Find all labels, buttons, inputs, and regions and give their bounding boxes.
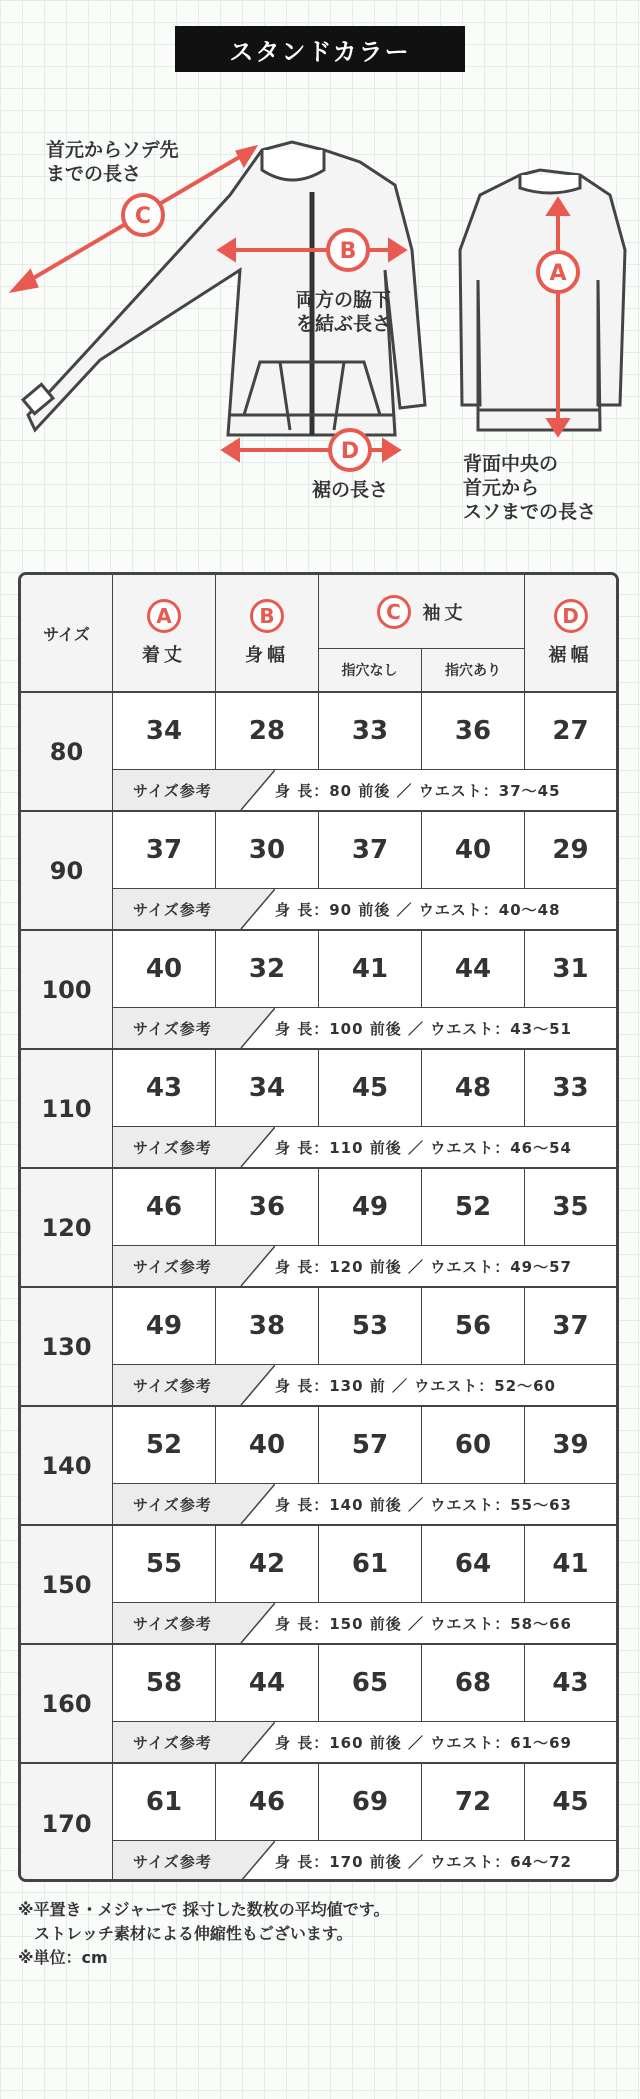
value-cell-d: 41: [525, 1526, 616, 1603]
size-reference-label: サイズ参考: [113, 1722, 241, 1762]
value-cell-c2: 36: [422, 693, 525, 770]
value-cell-b: 34: [216, 1050, 319, 1127]
table-row: [21, 1764, 616, 1882]
value-cell-d: 39: [525, 1407, 616, 1484]
size-reference-text: 身 長：160 前後 ／ ウエスト：61～69: [275, 1733, 572, 1752]
marker-b: B: [339, 239, 357, 264]
value-cell-b: 38: [216, 1288, 319, 1365]
size-reference-text: 身 長：150 前後 ／ ウエスト：58～66: [275, 1614, 572, 1633]
size-reference-label: サイズ参考: [113, 1246, 241, 1286]
value-cell-b: 46: [216, 1764, 319, 1841]
value-cell-b: 42: [216, 1526, 319, 1603]
header-c-label: 袖丈: [422, 602, 467, 624]
value-cell-d: 43: [525, 1645, 616, 1722]
size-reference: [113, 1365, 616, 1405]
page-title: スタンドカラー: [175, 26, 465, 72]
size-cell: 150: [21, 1526, 113, 1643]
value-cell-a: 34: [113, 693, 216, 770]
divider-slash: [231, 1841, 275, 1881]
label-b: 両方の脇下 を結ぶ長さ: [296, 289, 392, 335]
header-d: [525, 575, 616, 691]
value-cell-a: 58: [113, 1645, 216, 1722]
value-cell-c1: 37: [319, 812, 422, 889]
header-c-sub2: 指穴あり: [445, 663, 501, 679]
size-reference-text: 身 長：110 前後 ／ ウエスト：46～54: [275, 1138, 572, 1157]
size-reference: [113, 1484, 616, 1524]
value-cell-b: 30: [216, 812, 319, 889]
label-a: 背面中央の 首元から スソまでの長さ: [463, 453, 597, 523]
value-cell-b: 36: [216, 1169, 319, 1246]
value-cell-c1: 61: [319, 1526, 422, 1603]
value-cell-b: 40: [216, 1407, 319, 1484]
size-cell: 100: [21, 931, 113, 1048]
value-cell-d: 35: [525, 1169, 616, 1246]
header-d-marker: D: [554, 599, 588, 633]
size-cell: 120: [21, 1169, 113, 1286]
size-cell: 80: [21, 693, 113, 810]
divider-slash: [231, 1127, 275, 1167]
size-reference-label: サイズ参考: [113, 889, 241, 929]
value-cell-b: 28: [216, 693, 319, 770]
size-table: [18, 572, 619, 1882]
size-reference-label: サイズ参考: [113, 1127, 241, 1167]
value-cell-c2: 60: [422, 1407, 525, 1484]
size-reference-text: 身 長：100 前後 ／ ウエスト：43～51: [275, 1019, 572, 1038]
size-cell: 110: [21, 1050, 113, 1167]
value-cell-a: 46: [113, 1169, 216, 1246]
size-reference-text: 身 長：120 前後 ／ ウエスト：49～57: [275, 1257, 572, 1276]
header-a: [113, 575, 216, 691]
divider-slash: [231, 1246, 275, 1286]
note-line-2: ストレッチ素材による伸縮性もございます。: [18, 1924, 353, 1943]
value-cell-c1: 41: [319, 931, 422, 1008]
size-reference-label: サイズ参考: [113, 770, 241, 810]
table-row: [21, 693, 616, 812]
label-d: 裾の長さ: [312, 479, 389, 501]
garment-diagram: [0, 100, 640, 540]
divider-slash: [231, 1722, 275, 1762]
size-reference: [113, 1008, 616, 1048]
value-cell-c2: 64: [422, 1526, 525, 1603]
size-reference: [113, 1246, 616, 1286]
header-size-label: サイズ: [43, 624, 90, 644]
marker-a: A: [549, 261, 567, 286]
size-cell: 160: [21, 1645, 113, 1762]
value-cell-a: 40: [113, 931, 216, 1008]
divider-slash: [231, 889, 275, 929]
size-reference-text: 身 長：140 前後 ／ ウエスト：55～63: [275, 1495, 572, 1514]
size-reference: [113, 1722, 616, 1762]
value-cell-c1: 53: [319, 1288, 422, 1365]
value-cell-a: 49: [113, 1288, 216, 1365]
size-reference-label: サイズ参考: [113, 1484, 241, 1524]
value-cell-c1: 45: [319, 1050, 422, 1127]
header-size: [21, 575, 113, 691]
value-cell-c2: 40: [422, 812, 525, 889]
header-c-sub1: 指穴なし: [319, 649, 422, 691]
header-c: [319, 575, 525, 691]
value-cell-d: 33: [525, 1050, 616, 1127]
label-c: 首元からソデ先 までの長さ: [46, 139, 179, 185]
header-d-label: 裾幅: [548, 645, 593, 666]
value-cell-d: 45: [525, 1764, 616, 1841]
size-cell: 90: [21, 812, 113, 929]
table-row: [21, 1050, 616, 1169]
size-reference: [113, 1603, 616, 1643]
value-cell-b: 44: [216, 1645, 319, 1722]
value-cell-d: 29: [525, 812, 616, 889]
size-reference-text: 身 長：90 前後 ／ ウエスト：40～48: [275, 900, 561, 919]
size-reference: [113, 1127, 616, 1167]
table-row: [21, 931, 616, 1050]
size-reference-label: サイズ参考: [113, 1841, 241, 1881]
note-line-3: ※単位：cm: [18, 1948, 108, 1967]
divider-slash: [231, 1484, 275, 1524]
size-reference-label: サイズ参考: [113, 1008, 241, 1048]
value-cell-d: 37: [525, 1288, 616, 1365]
value-cell-c2: 56: [422, 1288, 525, 1365]
value-cell-c2: 52: [422, 1169, 525, 1246]
footnotes: [18, 1898, 390, 1970]
value-cell-c2: 48: [422, 1050, 525, 1127]
value-cell-a: 55: [113, 1526, 216, 1603]
marker-c: C: [134, 204, 152, 229]
divider-slash: [231, 1008, 275, 1048]
value-cell-c2: 72: [422, 1764, 525, 1841]
divider-slash: [231, 770, 275, 810]
table-row: [21, 812, 616, 931]
divider-slash: [231, 1603, 275, 1643]
divider-slash: [231, 1365, 275, 1405]
value-cell-c1: 33: [319, 693, 422, 770]
header-b: [216, 575, 319, 691]
value-cell-a: 61: [113, 1764, 216, 1841]
size-reference-label: サイズ参考: [113, 1365, 241, 1405]
table-row: [21, 1288, 616, 1407]
table-row: [21, 1645, 616, 1764]
value-cell-d: 27: [525, 693, 616, 770]
value-cell-c1: 69: [319, 1764, 422, 1841]
note-line-1: ※平置き・メジャーで 採寸した数枚の平均値です。: [18, 1900, 390, 1919]
value-cell-c2: 44: [422, 931, 525, 1008]
size-cell: 170: [21, 1764, 113, 1882]
size-cell: 140: [21, 1407, 113, 1524]
size-reference-label: サイズ参考: [113, 1603, 241, 1643]
header-a-marker: A: [147, 599, 181, 633]
size-cell: 130: [21, 1288, 113, 1405]
size-reference: [113, 1841, 616, 1881]
value-cell-c2: 68: [422, 1645, 525, 1722]
value-cell-c1: 65: [319, 1645, 422, 1722]
value-cell-d: 31: [525, 931, 616, 1008]
marker-d: D: [340, 439, 360, 464]
header-a-label: 着丈: [142, 645, 186, 666]
table-row: [21, 1407, 616, 1526]
header-b-marker: B: [250, 599, 284, 633]
value-cell-b: 32: [216, 931, 319, 1008]
value-cell-a: 52: [113, 1407, 216, 1484]
header-c-marker: C: [377, 595, 411, 629]
size-reference: [113, 770, 616, 810]
size-reference-text: 身 長：80 前後 ／ ウエスト：37～45: [275, 781, 561, 800]
back-jacket-drawing: [460, 170, 625, 430]
header-b-label: 身幅: [245, 645, 289, 666]
value-cell-a: 37: [113, 812, 216, 889]
size-reference-text: 身 長：170 前後 ／ ウエスト：64～72: [275, 1852, 572, 1871]
table-row: [21, 1169, 616, 1288]
table-row: [21, 1526, 616, 1645]
size-reference-text: 身 長：130 前 ／ ウエスト：52～60: [275, 1376, 556, 1395]
table-header: [21, 575, 616, 693]
value-cell-c1: 57: [319, 1407, 422, 1484]
size-reference: [113, 889, 616, 929]
value-cell-a: 43: [113, 1050, 216, 1127]
value-cell-c1: 49: [319, 1169, 422, 1246]
